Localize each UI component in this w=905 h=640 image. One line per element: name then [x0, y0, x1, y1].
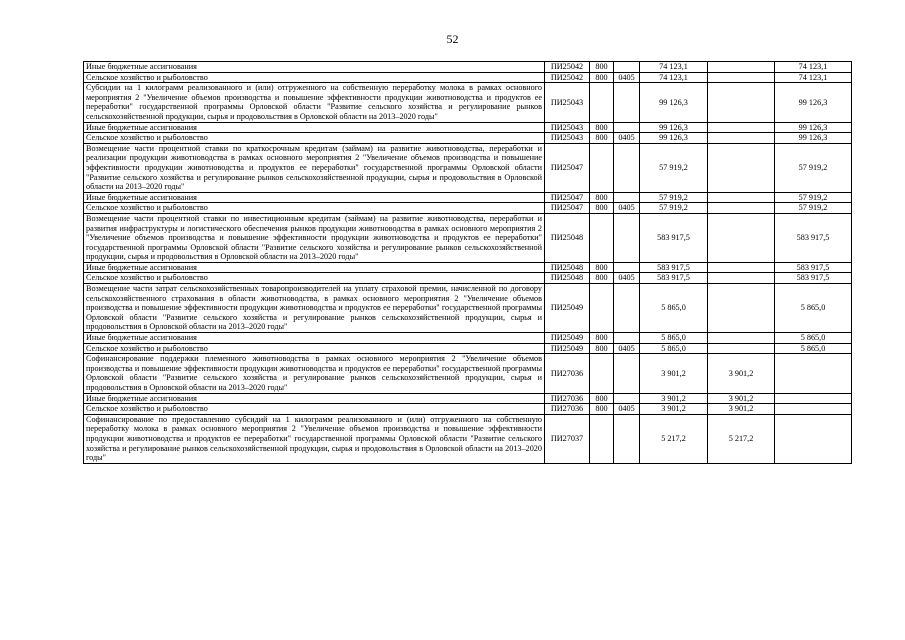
amount-cell: 74 123,1 — [640, 72, 708, 83]
amount-cell: 583 917,5 — [640, 262, 708, 273]
target-article-code: ПИ25048 — [545, 213, 590, 262]
federal-amount-cell — [708, 333, 775, 344]
amount-cell: 3 901,2 — [640, 393, 708, 404]
table-row — [84, 83, 852, 122]
amount-cell: 3 901,2 — [640, 404, 708, 415]
budget-table — [83, 61, 852, 464]
total-amount-cell: 5 865,0 — [775, 333, 852, 344]
section-code — [614, 284, 640, 333]
section-code — [614, 192, 640, 203]
table-row — [84, 343, 852, 354]
table-row — [84, 62, 852, 73]
table-row — [84, 72, 852, 83]
section-code: 0405 — [614, 343, 640, 354]
amount-cell: 583 917,5 — [640, 213, 708, 262]
row-description: Возмещение части процентной ставки по краткосрочным кредитам (займам) на развитие животноводства, переработки и реализации продукции животноводства в рамках основного мероприятия 2 "Увеличение объемов производства и повышение эффективности продукции животноводства и продуктов ее переработки" государственной программы Орловской области "Развитие сельского хозяйства и регулирование рынков сельскохозяйственной продукции, сырья и продовольствия в Орловской области на 2013–2020 годы" — [84, 143, 545, 192]
federal-amount-cell — [708, 284, 775, 333]
section-code: 0405 — [614, 404, 640, 415]
row-description: Иные бюджетные ассигнования — [84, 62, 545, 73]
total-amount-cell: 99 126,3 — [775, 122, 852, 133]
expense-type-code: 800 — [590, 62, 614, 73]
total-amount-cell — [775, 354, 852, 393]
federal-amount-cell — [708, 72, 775, 83]
federal-amount-cell — [708, 213, 775, 262]
target-article-code: ПИ25049 — [545, 333, 590, 344]
row-description: Иные бюджетные ассигнования — [84, 122, 545, 133]
total-amount-cell — [775, 404, 852, 415]
table-row — [84, 284, 852, 333]
total-amount-cell: 583 917,5 — [775, 213, 852, 262]
row-description: Иные бюджетные ассигнования — [84, 333, 545, 344]
amount-cell: 5 865,0 — [640, 343, 708, 354]
total-amount-cell: 74 123,1 — [775, 72, 852, 83]
row-description: Сельское хозяйство и рыболовство — [84, 72, 545, 83]
total-amount-cell: 5 865,0 — [775, 343, 852, 354]
target-article-code: ПИ25048 — [545, 262, 590, 273]
target-article-code: ПИ25043 — [545, 133, 590, 144]
row-description: Иные бюджетные ассигнования — [84, 393, 545, 404]
table-row — [84, 122, 852, 133]
amount-cell: 57 919,2 — [640, 143, 708, 192]
section-code — [614, 213, 640, 262]
expense-type-code: 800 — [590, 343, 614, 354]
expense-type-code — [590, 213, 614, 262]
target-article-code: ПИ25043 — [545, 83, 590, 122]
total-amount-cell: 583 917,5 — [775, 262, 852, 273]
table-row — [84, 404, 852, 415]
total-amount-cell — [775, 414, 852, 463]
total-amount-cell: 57 919,2 — [775, 143, 852, 192]
federal-amount-cell — [708, 122, 775, 133]
federal-amount-cell — [708, 262, 775, 273]
federal-amount-cell — [708, 62, 775, 73]
expense-type-code: 800 — [590, 262, 614, 273]
row-description: Возмещение части затрат сельскохозяйственных товаропроизводителей на уплату страховой премии, начисленной по договору сельскохозяйственного страхования в области животноводства, в рамках основного мероприятия 2 "Увеличение объемов производства и повышение эффективности продукции животноводства и продуктов ее переработки" государственной программы Орловской области "Развитие сельского хозяйства и регулирование рынков сельскохозяйственной продукции, сырья и продовольствия в Орловской области на 2013–2020 годы" — [84, 284, 545, 333]
table-row — [84, 262, 852, 273]
table-row — [84, 273, 852, 284]
federal-amount-cell: 5 217,2 — [708, 414, 775, 463]
section-code: 0405 — [614, 203, 640, 214]
federal-amount-cell: 3 901,2 — [708, 393, 775, 404]
total-amount-cell: 57 919,2 — [775, 203, 852, 214]
expense-type-code: 800 — [590, 203, 614, 214]
row-description: Иные бюджетные ассигнования — [84, 192, 545, 203]
target-article-code: ПИ25042 — [545, 72, 590, 83]
table-row — [84, 414, 852, 463]
expense-type-code — [590, 83, 614, 122]
federal-amount-cell — [708, 203, 775, 214]
total-amount-cell — [775, 393, 852, 404]
target-article-code: ПИ27036 — [545, 354, 590, 393]
row-description: Сельское хозяйство и рыболовство — [84, 343, 545, 354]
section-code — [614, 414, 640, 463]
total-amount-cell: 583 917,5 — [775, 273, 852, 284]
expense-type-code: 800 — [590, 122, 614, 133]
total-amount-cell: 99 126,3 — [775, 133, 852, 144]
expense-type-code: 800 — [590, 333, 614, 344]
target-article-code: ПИ25048 — [545, 273, 590, 284]
federal-amount-cell — [708, 343, 775, 354]
amount-cell: 74 123,1 — [640, 62, 708, 73]
section-code: 0405 — [614, 273, 640, 284]
section-code: 0405 — [614, 72, 640, 83]
table-row — [84, 203, 852, 214]
expense-type-code: 800 — [590, 393, 614, 404]
expense-type-code: 800 — [590, 192, 614, 203]
target-article-code: ПИ27036 — [545, 404, 590, 415]
section-code: 0405 — [614, 133, 640, 144]
amount-cell: 99 126,3 — [640, 122, 708, 133]
section-code — [614, 393, 640, 404]
total-amount-cell: 57 919,2 — [775, 192, 852, 203]
expense-type-code: 800 — [590, 273, 614, 284]
target-article-code: ПИ25047 — [545, 143, 590, 192]
section-code — [614, 143, 640, 192]
row-description: Сельское хозяйство и рыболовство — [84, 273, 545, 284]
federal-amount-cell — [708, 143, 775, 192]
target-article-code: ПИ25043 — [545, 122, 590, 133]
section-code — [614, 262, 640, 273]
amount-cell: 5 217,2 — [640, 414, 708, 463]
budget-table-body — [84, 62, 852, 464]
federal-amount-cell: 3 901,2 — [708, 354, 775, 393]
section-code — [614, 333, 640, 344]
federal-amount-cell: 3 901,2 — [708, 404, 775, 415]
expense-type-code — [590, 414, 614, 463]
amount-cell: 99 126,3 — [640, 83, 708, 122]
expense-type-code — [590, 284, 614, 333]
amount-cell: 3 901,2 — [640, 354, 708, 393]
table-row — [84, 192, 852, 203]
row-description: Иные бюджетные ассигнования — [84, 262, 545, 273]
total-amount-cell: 74 123,1 — [775, 62, 852, 73]
amount-cell: 583 917,5 — [640, 273, 708, 284]
page-number: 52 — [446, 32, 459, 46]
section-code — [614, 83, 640, 122]
target-article-code: ПИ25049 — [545, 343, 590, 354]
section-code — [614, 62, 640, 73]
amount-cell: 99 126,3 — [640, 133, 708, 144]
table-row — [84, 393, 852, 404]
table-row — [84, 333, 852, 344]
amount-cell: 57 919,2 — [640, 203, 708, 214]
expense-type-code: 800 — [590, 404, 614, 415]
row-description: Сельское хозяйство и рыболовство — [84, 133, 545, 144]
amount-cell: 57 919,2 — [640, 192, 708, 203]
section-code — [614, 122, 640, 133]
target-article-code: ПИ27036 — [545, 393, 590, 404]
table-row — [84, 143, 852, 192]
row-description: Сельское хозяйство и рыболовство — [84, 203, 545, 214]
federal-amount-cell — [708, 273, 775, 284]
table-row — [84, 354, 852, 393]
expense-type-code: 800 — [590, 133, 614, 144]
target-article-code: ПИ25042 — [545, 62, 590, 73]
total-amount-cell: 99 126,3 — [775, 83, 852, 122]
row-description: Софинансирование по предоставлению субсидий на 1 килограмм реализованного и (или) отгруженного на собственную переработку молока в рамках основного мероприятия 2 "Увеличение объемов производства и повышение эффективности продукции животноводства и продуктов ее переработки" государственной программы Орловской области "Развитие сельского хозяйства и регулирование рынков сельскохозяйственной продукции, сырья и продовольствия в Орловской области на 2013–2020 годы" — [84, 414, 545, 463]
target-article-code: ПИ25047 — [545, 192, 590, 203]
federal-amount-cell — [708, 192, 775, 203]
amount-cell: 5 865,0 — [640, 333, 708, 344]
target-article-code: ПИ25049 — [545, 284, 590, 333]
federal-amount-cell — [708, 133, 775, 144]
row-description: Сельское хозяйство и рыболовство — [84, 404, 545, 415]
section-code — [614, 354, 640, 393]
federal-amount-cell — [708, 83, 775, 122]
expense-type-code: 800 — [590, 72, 614, 83]
amount-cell: 5 865,0 — [640, 284, 708, 333]
total-amount-cell: 5 865,0 — [775, 284, 852, 333]
row-description: Возмещение части процентной ставки по инвестиционным кредитам (займам) на развитие животноводства, переработки и развития инфраструктуры и логистического обеспечения рынков продукции животноводства в рамках основного мероприятия 2 "Увеличение объемов производства и повышение эффективности продукции животноводства и продуктов ее переработки" государственной программы Орловской области "Развитие сельского хозяйства и регулирование рынков сельскохозяйственной продукции, сырья и продовольствия в Орловской области на 2013–2020 годы" — [84, 213, 545, 262]
expense-type-code — [590, 143, 614, 192]
target-article-code: ПИ25047 — [545, 203, 590, 214]
expense-type-code — [590, 354, 614, 393]
row-description: Субсидии на 1 килограмм реализованного и (или) отгруженного на собственную переработку молока в рамках основного мероприятия 2 "Увеличение объемов производства и повышение эффективности продукции животноводства и продуктов ее переработки" государственной программы Орловской области "Развитие сельского хозяйства и регулирование рынков сельскохозяйственной продукции, сырья и продовольствия в Орловской области на 2013–2020 годы" — [84, 83, 545, 122]
row-description: Софинансирование поддержки племенного животноводства в рамках основного мероприятия 2 "Увеличение объемов производства и повышение эффективности продукции животноводства и продуктов ее переработки" государственной программы Орловской области "Развитие сельского хозяйства и регулирование рынков сельскохозяйственной продукции, сырья и продовольствия в Орловской области на 2013–2020 годы" — [84, 354, 545, 393]
table-row — [84, 213, 852, 262]
table-row — [84, 133, 852, 144]
target-article-code: ПИ27037 — [545, 414, 590, 463]
